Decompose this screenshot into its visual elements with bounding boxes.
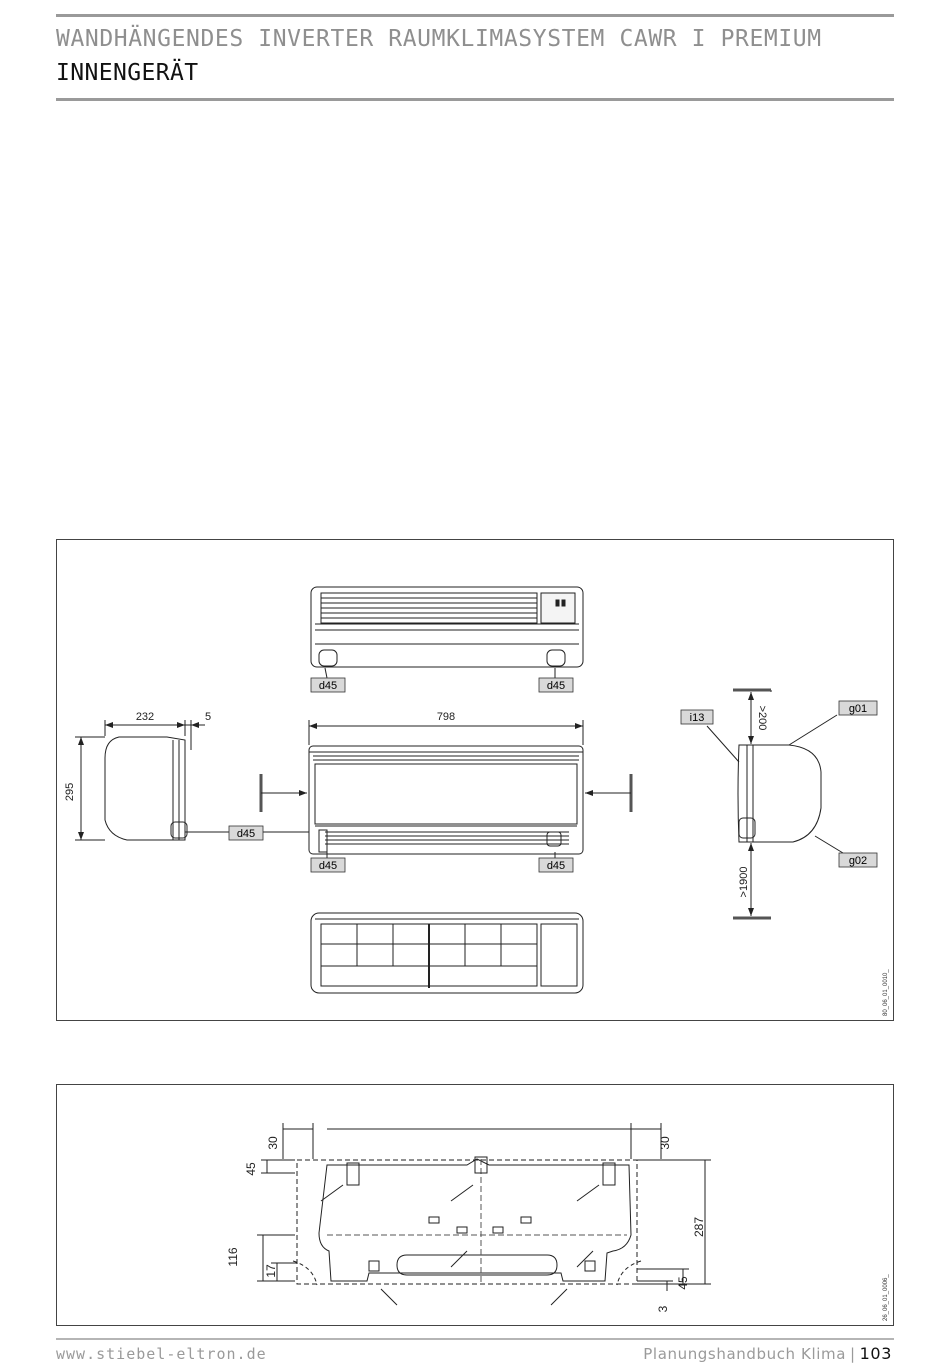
front-view [309, 746, 583, 854]
label-d45-top-right: d45 [546, 680, 566, 692]
dim-left-small: 17 [264, 1264, 278, 1278]
label-boxes [229, 678, 877, 872]
page-subtitle: INNENGERÄT [56, 60, 199, 86]
label-i13: i13 [689, 712, 705, 724]
side-view-right [738, 690, 821, 842]
top-view [311, 587, 583, 667]
dim-plate-height: 287 [692, 1216, 706, 1238]
page-title: WANDHÄNGENDES INVERTER RAUMKLIMASYSTEM CAWR I PREMIUM [56, 26, 822, 52]
unit-outline [297, 1160, 637, 1284]
header-top-rule [56, 14, 894, 17]
mounting-plate-drawing [57, 1085, 893, 1325]
dim-bottom-small: 3 [656, 1305, 670, 1313]
label-d45-front-left: d45 [318, 860, 338, 872]
dim-clearance-top: >200 [756, 705, 768, 731]
dim-left-height: 116 [226, 1247, 240, 1267]
dimension-lines [75, 668, 843, 918]
dim-right-small: 45 [676, 1276, 690, 1290]
dimension-drawing [57, 540, 893, 1020]
footer-url: www.stiebel-eltron.de [56, 1345, 267, 1363]
footer-rule [56, 1338, 894, 1340]
drawing-code-1: 80_06_01_0010_ [883, 969, 889, 1016]
mounting-plate-drawing-frame [56, 1084, 894, 1326]
dim-gap: 5 [204, 711, 212, 723]
footer-right [643, 1344, 892, 1363]
dim-depth: 232 [135, 711, 155, 723]
plate-dimension-values [226, 1136, 706, 1312]
dimension-values [64, 706, 768, 898]
drawing-code-2: 26_06_01_0006_ [883, 1274, 889, 1321]
side-view-left [105, 737, 309, 840]
label-d45-front-right: d45 [546, 860, 566, 872]
label-g02: g02 [848, 855, 868, 867]
dim-top-offset: 45 [244, 1162, 258, 1176]
dim-height: 295 [64, 782, 76, 802]
footer-separator: | [850, 1345, 856, 1363]
header-bottom-rule [56, 98, 894, 101]
label-d45-left: d45 [236, 828, 256, 840]
mounting-plate [319, 1159, 631, 1281]
footer-handbook: Planungshandbuch Klima [643, 1345, 846, 1363]
dimension-drawing-frame [56, 539, 894, 1021]
bottom-view [311, 913, 583, 993]
dim-width: 798 [436, 711, 456, 723]
page-number: 103 [859, 1344, 892, 1363]
label-g01: g01 [848, 703, 868, 715]
dim-clearance-floor: >1900 [738, 866, 750, 898]
label-d45-top-left: d45 [318, 680, 338, 692]
dim-left-offset: 30 [266, 1136, 280, 1150]
dim-right-offset: 30 [658, 1136, 672, 1150]
